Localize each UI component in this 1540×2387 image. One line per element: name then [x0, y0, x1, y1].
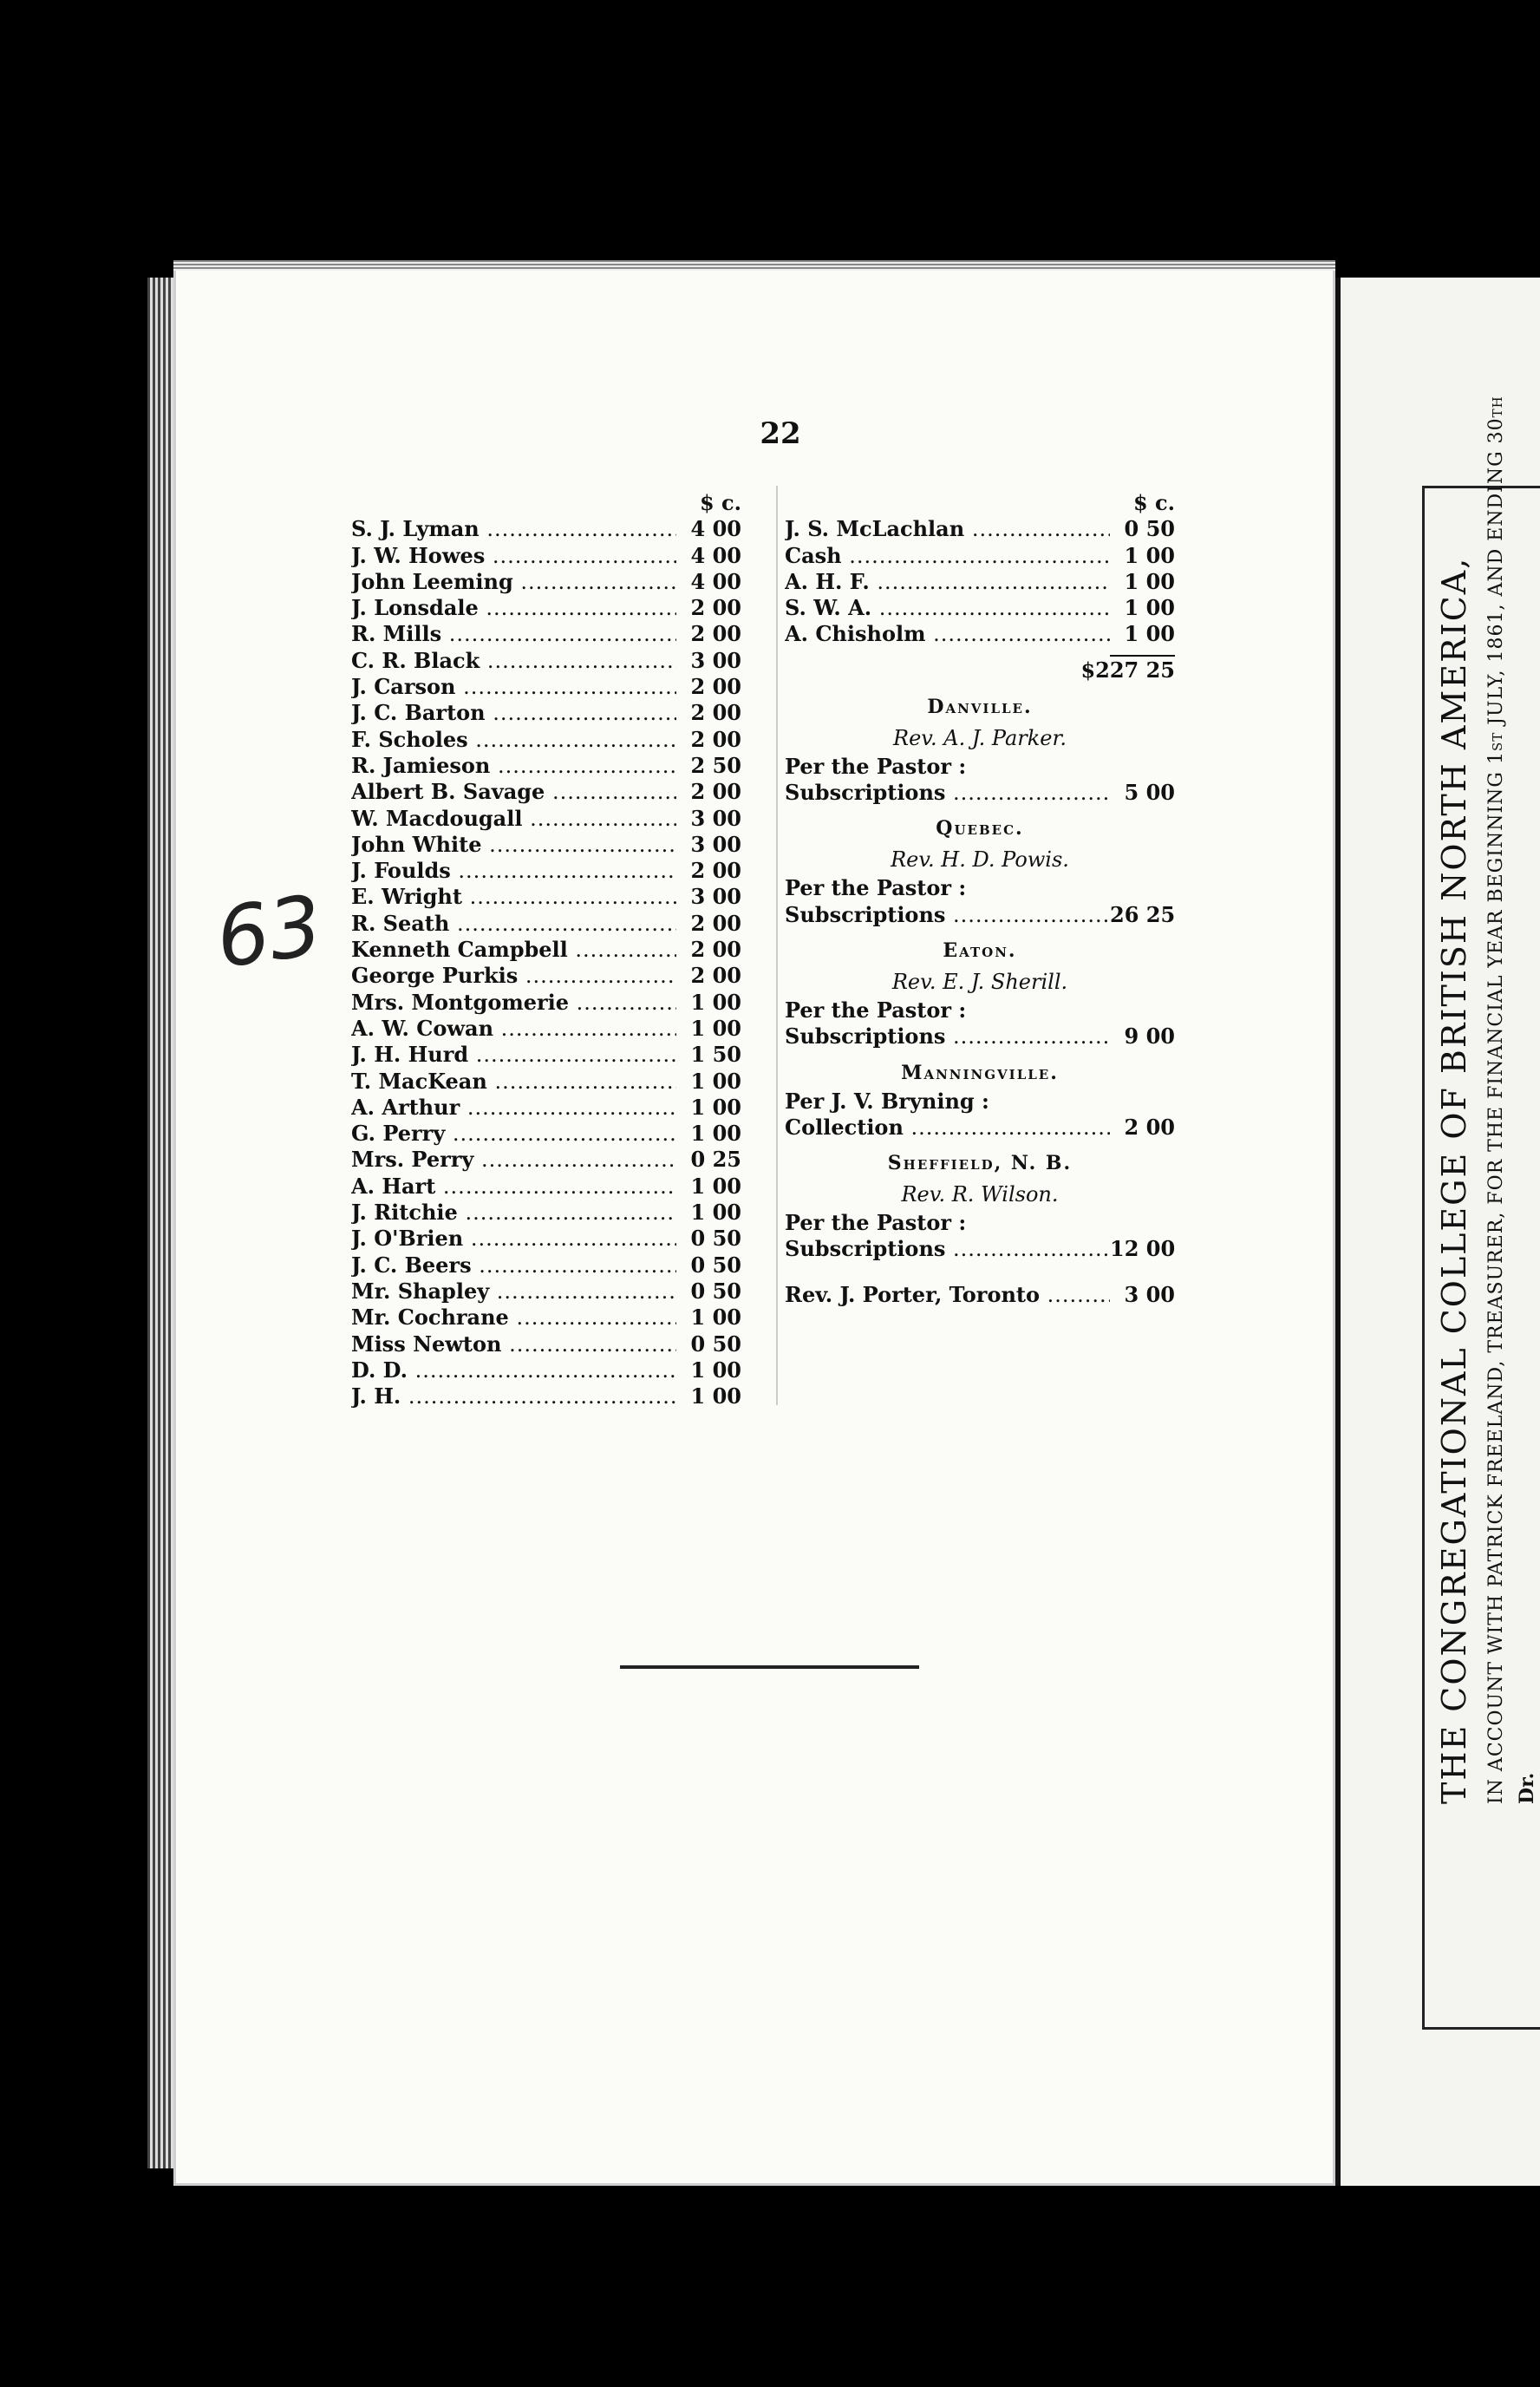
entry-amount: 1 00 — [690, 1305, 741, 1331]
entry-amount: 2 50 — [690, 752, 741, 778]
list-item — [785, 569, 1175, 595]
entry-name: Collection ..... — [785, 1115, 1110, 1141]
entry-amount: 2 00 — [690, 963, 741, 989]
list-item — [351, 779, 741, 805]
entry-amount: 2 00 — [690, 674, 741, 700]
list-item — [351, 1069, 741, 1095]
entry-name: John Leeming ..... — [351, 569, 676, 595]
entry-name: A. H. F. ..... — [785, 569, 1110, 595]
entry-amount: 1 00 — [690, 1357, 741, 1383]
right-column — [785, 490, 1175, 1308]
entry-amount: 3 00 — [1124, 1281, 1175, 1307]
entry-name: T. MacKean ..... — [351, 1069, 676, 1095]
entry-name: J. Foulds ..... — [351, 858, 676, 884]
entry-amount: 26 25 — [1110, 901, 1176, 927]
entry-name: J. C. Barton ..... — [351, 700, 676, 726]
entry-name: R. Seath ..... — [351, 911, 676, 937]
entry-name: C. R. Black ..... — [351, 648, 676, 674]
list-item — [351, 1016, 741, 1042]
column-divider — [776, 486, 778, 1405]
entry-amount: 4 00 — [690, 568, 741, 594]
section-item — [785, 1023, 1175, 1050]
entry-amount: 2 00 — [690, 858, 741, 884]
per-label: Per the Pastor : — [785, 753, 967, 779]
list-item — [351, 595, 741, 621]
section-pastor: Rev. H. D. Powis. — [891, 847, 1069, 873]
entry-name: Kenneth Campbell ..... — [351, 937, 676, 963]
section-per-line — [785, 754, 1175, 780]
section-title: Manningville. — [901, 1061, 1059, 1084]
per-label: Per the Pastor : — [785, 997, 967, 1023]
section-per-line — [785, 1089, 1175, 1115]
entry-amount: 1 00 — [1124, 568, 1175, 594]
entry-name: Mrs. Perry ..... — [351, 1147, 676, 1173]
entry-amount: 2 00 — [1124, 1114, 1175, 1140]
section-pastor: Rev. A. J. Parker. — [893, 725, 1067, 750]
entry-amount: 1 00 — [690, 1173, 741, 1199]
entry-name: R. Jamieson ..... — [351, 753, 676, 779]
entry-name: D. D. ..... — [351, 1357, 676, 1383]
entry-name: J. Lonsdale ..... — [351, 595, 676, 621]
list-item — [351, 1252, 741, 1279]
list-item — [351, 516, 741, 542]
list-item — [351, 1305, 741, 1331]
entry-amount: 1 00 — [690, 1015, 741, 1041]
entry-amount: 2 00 — [690, 937, 741, 963]
entry-amount: 2 00 — [690, 779, 741, 805]
entry-name: A. W. Cowan ..... — [351, 1016, 676, 1042]
final-entry — [785, 1282, 1175, 1308]
entry-name: Mr. Shapley ..... — [351, 1279, 676, 1305]
per-label: Per J. V. Bryning : — [785, 1088, 989, 1114]
list-item — [785, 543, 1175, 569]
entry-name: Miss Newton ..... — [351, 1331, 676, 1357]
list-item — [351, 727, 741, 753]
section-item — [785, 780, 1175, 806]
entry-name: J. C. Beers ..... — [351, 1252, 676, 1279]
list-item — [351, 621, 741, 647]
section-item — [785, 1236, 1175, 1262]
section-title: Danville. — [927, 695, 1033, 718]
entry-amount: 0 50 — [690, 1278, 741, 1304]
entry-amount: 1 00 — [690, 1383, 741, 1409]
entry-amount: 3 00 — [690, 805, 741, 831]
entry-name: E. Wright ..... — [351, 884, 676, 910]
list-item — [351, 1331, 741, 1357]
right-sections — [785, 691, 1175, 1263]
entry-name: Albert B. Savage ..... — [351, 779, 676, 805]
entry-amount: 1 00 — [690, 1094, 741, 1120]
list-item — [351, 911, 741, 937]
folded-sheet-dr: Dr. — [1516, 1772, 1538, 1804]
entry-name: John White ..... — [351, 832, 676, 858]
list-item — [351, 937, 741, 963]
entry-amount: 3 00 — [690, 831, 741, 857]
entry-name: J. Carson ..... — [351, 674, 676, 700]
entry-name: F. Scholes ..... — [351, 727, 676, 753]
list-item — [785, 595, 1175, 621]
left-column-header — [351, 490, 741, 516]
subtotal: $227 25 — [1080, 657, 1175, 683]
section-per-line — [785, 875, 1175, 901]
entry-amount: 0 50 — [1124, 516, 1175, 542]
entry-amount: 1 00 — [690, 989, 741, 1015]
folded-sheet-subtitle: IN ACCOUNT WITH PATRICK FREELAND, TREASURER, FOR THE FINANCIAL YEAR BEGINNING 1st JULY, 1861, AND ENDING 30th — [1485, 396, 1507, 1804]
right-column-header — [785, 490, 1175, 516]
section-title: Eaton. — [943, 938, 1017, 962]
list-item — [351, 1042, 741, 1068]
entry-name: A. Chisholm ..... — [785, 621, 1110, 647]
section-pastor: Rev. E. J. Sherill. — [891, 969, 1068, 994]
entry-name: Mrs. Montgomerie ..... — [351, 990, 676, 1016]
entry-name: Subscriptions ..... — [785, 902, 1110, 928]
entry-amount: 0 25 — [690, 1147, 741, 1173]
entry-name: S. J. Lyman ..... — [351, 516, 676, 542]
list-item — [351, 1121, 741, 1147]
entry-name: George Purkis ..... — [351, 963, 676, 989]
book-page-edges — [147, 278, 173, 2168]
entry-name: J. H. ..... — [351, 1383, 676, 1409]
entry-amount: 2 00 — [690, 700, 741, 726]
right-entries-list — [785, 516, 1175, 647]
entry-amount: 1 00 — [690, 1068, 741, 1094]
entry-amount: 1 50 — [690, 1042, 741, 1068]
entry-amount: 2 00 — [690, 595, 741, 621]
list-item — [351, 753, 741, 779]
entry-amount: 0 50 — [690, 1252, 741, 1278]
entry-amount: 12 00 — [1110, 1236, 1176, 1262]
list-item — [351, 648, 741, 674]
list-item — [351, 1279, 741, 1305]
entry-name: J. H. Hurd ..... — [351, 1042, 676, 1068]
section-title: Sheffield, N. B. — [887, 1152, 1073, 1175]
entry-name: S. W. A. ..... — [785, 595, 1110, 621]
list-item — [351, 543, 741, 569]
left-column — [351, 490, 741, 1409]
section-item — [785, 1115, 1175, 1141]
list-item — [785, 621, 1175, 647]
entry-name: Subscriptions ..... — [785, 1236, 1110, 1262]
list-item — [351, 884, 741, 910]
folded-sheet-heading — [1435, 396, 1538, 1804]
entry-amount: 1 00 — [690, 1200, 741, 1226]
entry-name: A. Arthur ..... — [351, 1095, 676, 1121]
entry-amount: 4 00 — [690, 542, 741, 568]
entry-name: Rev. J. Porter, Toronto ..... — [785, 1282, 1110, 1308]
list-item — [351, 1147, 741, 1173]
section-title: Quebec. — [936, 817, 1024, 840]
folded-sheet-title: THE CONGREGATIONAL COLLEGE OF BRITISH NORTH AMERICA, — [1435, 556, 1473, 1804]
list-item — [351, 1095, 741, 1121]
per-label: Per the Pastor : — [785, 1210, 967, 1236]
list-item — [351, 674, 741, 700]
list-item — [351, 569, 741, 595]
section-item — [785, 902, 1175, 928]
list-item — [351, 806, 741, 832]
entry-name: J. Ritchie ..... — [351, 1200, 676, 1226]
entry-name: Subscriptions ..... — [785, 780, 1110, 806]
entry-amount: 1 00 — [1124, 542, 1175, 568]
entry-name: W. Macdougall ..... — [351, 806, 676, 832]
list-item — [351, 1383, 741, 1409]
entry-name: G. Perry ..... — [351, 1121, 676, 1147]
list-item — [351, 700, 741, 726]
entry-name: J. W. Howes ..... — [351, 543, 676, 569]
per-label: Per the Pastor : — [785, 875, 967, 901]
currency-header: $ c. — [699, 490, 741, 515]
entry-amount: 9 00 — [1124, 1023, 1175, 1050]
entry-name: Cash ..... — [785, 543, 1110, 569]
list-item — [351, 990, 741, 1016]
section-per-line — [785, 1210, 1175, 1236]
entry-name: J. S. McLachlan ..... — [785, 516, 1110, 542]
list-item — [351, 1357, 741, 1383]
page-number: 22 — [760, 416, 801, 451]
entry-amount: 3 00 — [690, 647, 741, 673]
section-pastor: Rev. R. Wilson. — [901, 1182, 1059, 1207]
list-item — [351, 1200, 741, 1226]
entry-name: R. Mills ..... — [351, 621, 676, 647]
entry-amount: 2 00 — [690, 726, 741, 752]
handwritten-margin-note: 63 — [210, 878, 328, 987]
entry-name: A. Hart ..... — [351, 1174, 676, 1200]
list-item — [351, 1174, 741, 1200]
entry-amount: 1 00 — [1124, 595, 1175, 621]
list-item — [351, 1226, 741, 1252]
book-top-edge — [173, 260, 1335, 271]
list-item — [351, 963, 741, 989]
entry-amount: 0 50 — [690, 1226, 741, 1252]
entry-name: Subscriptions ..... — [785, 1023, 1110, 1050]
entry-amount: 2 00 — [690, 910, 741, 936]
entry-name: J. O'Brien ..... — [351, 1226, 676, 1252]
list-item — [351, 832, 741, 858]
entry-amount: 1 00 — [1124, 621, 1175, 647]
list-item — [351, 858, 741, 884]
closing-rule — [620, 1665, 919, 1669]
list-item — [785, 516, 1175, 542]
left-entries-list — [351, 516, 741, 1409]
entry-amount: 3 00 — [690, 884, 741, 910]
currency-header: $ c. — [1132, 490, 1175, 515]
entry-amount: 5 00 — [1124, 780, 1175, 806]
entry-amount: 2 00 — [690, 621, 741, 647]
entry-amount: 0 50 — [690, 1331, 741, 1357]
section-per-line — [785, 997, 1175, 1023]
entry-amount: 1 00 — [690, 1121, 741, 1147]
entry-amount: 4 00 — [690, 516, 741, 542]
entry-name: Mr. Cochrane ..... — [351, 1305, 676, 1331]
